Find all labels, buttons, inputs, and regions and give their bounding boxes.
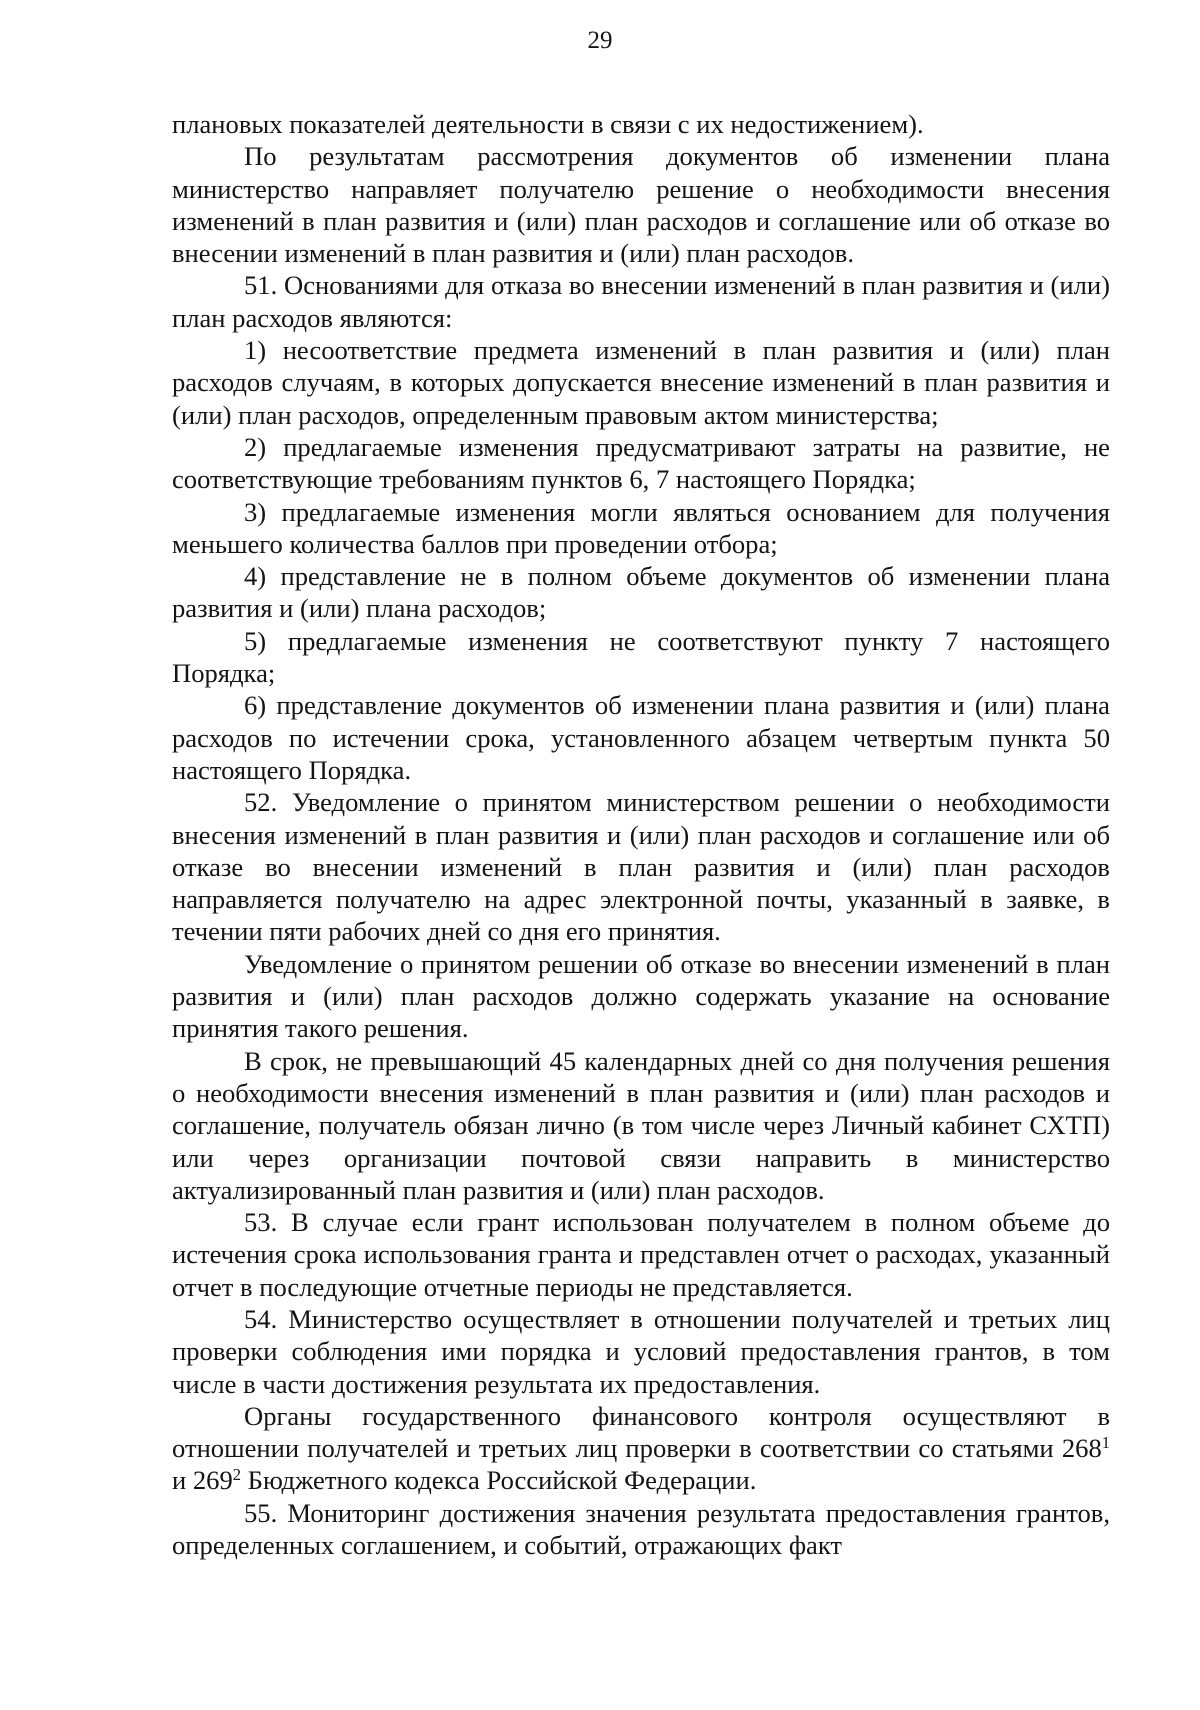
list-item-4: 4) представление не в полном объеме документов об изменении плана развития и (или) плана расходов; bbox=[172, 561, 1110, 624]
list-item-6: 6) представление документов об изменении плана развития и (или) плана расходов по истечении срока, установленного абзацем четвертым пункта 50 настоящего Порядка. bbox=[172, 690, 1110, 785]
paragraph-51: 51. Основаниями для отказа во внесении изменений в план развития и (или) план расходов являются: bbox=[172, 270, 1110, 333]
control-text-1: Органы государственного финансового контроля осуществляют в отношении получателей и третьих лиц проверки в соответствии со статьями 268 bbox=[172, 1400, 1110, 1464]
page-number: 29 bbox=[587, 27, 613, 54]
paragraph-notification: Уведомление о принятом решении об отказе во внесении изменений в план развития и (или) план расходов должно содержать указание на основание принятия такого решения. bbox=[172, 948, 1110, 1044]
paragraph-continuation: плановых показателей деятельности в связи с их недостижением). bbox=[172, 109, 924, 139]
list-item-3: 3) предлагаемые изменения могли являться основанием для получения меньшего количества баллов при проведении отбора; bbox=[172, 496, 1110, 559]
paragraph-52: 52. Уведомление о принятом министерством решении о необходимости внесения изменений в план развития и (или) план расходов и соглашение или об отказе во внесении изменений в план развития и (или) план расходов направляется получателю на адрес электронной почты, указанный в заявке, в течении пяти рабочих дней со дня его принятия. bbox=[172, 787, 1110, 947]
list-item-1: 1) несоответствие предмета изменений в план развития и (или) план расходов случаям, в которых допускается внесение изменений в план развития и (или) план расходов, определенным правовым актом министерства; bbox=[172, 335, 1110, 430]
control-text-3: Бюджетного кодекса Российской Федерации. bbox=[241, 1465, 757, 1496]
paragraph-54: 54. Министерство осуществляет в отношении получателей и третьих лиц проверки соблюдения ими порядка и условий предоставления грантов, в том числе в части достижения результата их предоставления. bbox=[172, 1303, 1110, 1399]
paragraph-deadline: В срок, не превышающий 45 календарных дней со дня получения решения о необходимости внесения изменений в план развития и (или) план расходов и соглашение, получатель обязан лично (в том числе через Личный кабинет СХТП) или через организации почтовой связи направить в министерство актуализированный план развития и (или) план расходов. bbox=[172, 1045, 1110, 1205]
list-item-2: 2) предлагаемые изменения предусматривают затраты на развитие, не соответствующие требованиям пунктов 6, 7 настоящего Порядка; bbox=[172, 431, 1110, 495]
paragraph-53: 53. В случае если грант использован получателем в полном объеме до истечения срока использования гранта и представлен отчет о расходах, указанный отчет в последующие отчетные периоды не представляется. bbox=[172, 1207, 1110, 1302]
paragraph-financial-control bbox=[172, 1400, 1110, 1497]
list-item-5: 5) предлагаемые изменения не соответствуют пункту 7 настоящего Порядка; bbox=[172, 625, 1110, 689]
footnote-sup-1: 1 bbox=[1101, 1433, 1110, 1453]
paragraph-55: 55. Мониторинг достижения значения результата предоставления грантов, определенных соглашением, и событий, отражающих факт bbox=[172, 1497, 1110, 1561]
control-text-2: и 269 bbox=[172, 1465, 233, 1496]
footnote-sup-2: 2 bbox=[232, 1465, 242, 1485]
body-text bbox=[172, 108, 1110, 1561]
paragraph-review-results: По результатам рассмотрения документов об изменении плана министерство направляет получателю решение о необходимости внесения изменений в план развития и (или) план расходов и соглашение или об отказе во внесении изменений в план развития и (или) план расходов. bbox=[172, 141, 1110, 269]
